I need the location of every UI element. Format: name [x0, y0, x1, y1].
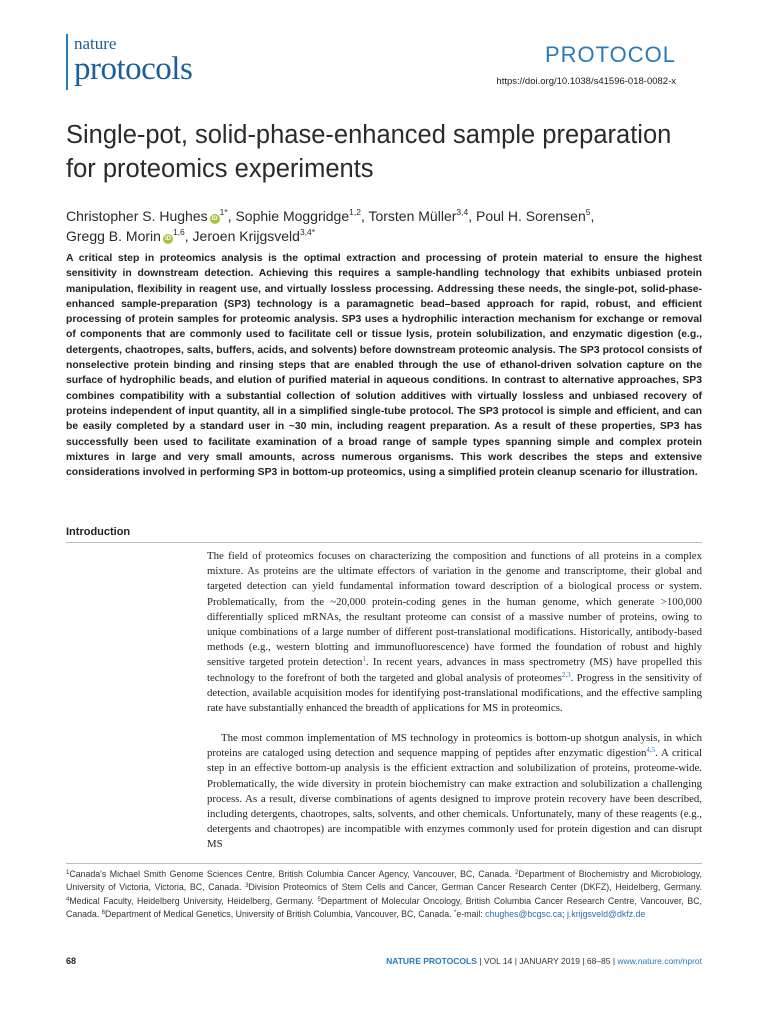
text-run: The field of proteomics focuses on characterizing the composition and functions of all proteins in a complex mixture. As proteins are the ultimate effectors of variation in the genome and transcriptome, their global and targeted detection can yield fundamental information toward description of a biological process or system. Problematically, from the ~20,000 protein-coding genes in the human genome, which generate >100,000 differentially spliced mRNAs, the resultant proteome can consist of a massive number of proteins, owing to unique combinations of a large number of different post-translational modifications. Historically, antibody-based methods (e.g., western blotting and immunofluorescence) have formed the foundation of robust and highly sensitive targeted protein detection [207, 550, 702, 669]
author-name: Sophie Moggridge [235, 208, 350, 224]
author-affiliation-marker: 1,2 [349, 207, 361, 217]
author-affiliation-marker: 5 [585, 207, 591, 217]
author-separator: , [360, 208, 369, 224]
affiliation-number: 3 [245, 883, 249, 890]
affiliations [66, 868, 702, 921]
affiliation-number: 1 [66, 870, 70, 876]
affiliation-number: 2 [515, 870, 519, 876]
author-name: Gregg B. Morin [66, 228, 161, 244]
author-name: Poul H. Sorensen [476, 208, 586, 224]
text-run: Division Proteomics of Stem Cells and Cancer, German Cancer Research Center (DKFZ), Heidelberg, Germany. [248, 882, 702, 893]
affiliation-number: 6 [101, 909, 106, 916]
text-run: ; [562, 908, 567, 919]
footer-journal: NATURE PROTOCOLS [386, 956, 477, 966]
journal-logo [66, 34, 200, 90]
author-separator: , [184, 228, 193, 244]
logo-bar [66, 34, 68, 90]
article-title: Single-pot, solid-phase-enhanced sample preparation for proteomics experiments [66, 121, 672, 183]
text-run: Canada's Michael Smith Genome Sciences Centre, British Columbia Cancer Agency, Vancouver, BC, Canada. [69, 869, 516, 879]
orcid-icon[interactable]: iD [164, 236, 171, 242]
text-run: . Progress in the sensitivity of detection, available acquisition modes for identifying post-translational modifications, and the effective sampling rate have substantially enhanced the breadth of applications for MS in proteomics. [207, 671, 703, 715]
affiliation-number: 5 [317, 896, 321, 903]
affiliation-number: * [453, 909, 457, 916]
affiliation-number: 4 [66, 896, 70, 903]
footer-citation [386, 956, 702, 966]
page-number: 68 [66, 956, 77, 966]
text-run: The most common implementation of MS technology in proteomics is bottom-up shotgun analysis, in which proteins are cataloged using detection and sequence mapping of peptides after enzymatic digestion [207, 732, 702, 760]
email-link[interactable]: j.krijgsveld@dkfz.de [566, 908, 646, 919]
reference-marker: 4,5 [646, 746, 656, 755]
abstract: A critical step in proteomics analysis is the optimal extraction and processing of protein material to ensure the highest sensitivity in downstream detection. Achieving this requires a sample-handling technology that exhibits unbiased protein manipulation, flexibility in reagent use, and virtually lossless processing. Addressing these needs, the single-pot, solid-phase-enhanced sample-preparation (SP3) technology is a paramagnetic bead–based approach for rapid, robust, and efficient processing of protein samples for proteomic analysis. SP3 uses a hydrophilic interaction mechanism for exchange or removal of components that are commonly used to facilitate cell or tissue lysis, protein solubilization, and enzymatic digestion (e.g., detergents, chaotropes, salts, buffers, acids, and solvents) before downstream proteomic analysis. The SP3 protocol consists of nonselective protein binding and rinsing steps that are enabled through the use of ethanol-driven solvation capture on the surface of hydrophilic beads, and elution of purified material in aqueous conditions. In contrast to alternative approaches, SP3 combines compatibility with a substantial collection of solution additives with virtually lossless and unbiased recovery of proteins independent of input quantity, all in a simplified single-tube protocol. The SP3 protocol is simple and efficient, and can be easily completed by a standard user in ~30 min, including reagent preparation. As a result of these properties, SP3 has successfully been used to facilitate examination of a broad range of sample types spanning simple and complex protein mixtures in large and very small amounts, across numerous organisms. This work describes the steps and extensive considerations involved in performing SP3 in bottom-up proteomics, using a simplified protein cleanup scenario for illustration. [66, 253, 702, 479]
orcid-icon[interactable]: iD [211, 216, 218, 222]
author-affiliation-marker: 3,4* [299, 227, 316, 237]
logo-nature: nature [74, 34, 117, 53]
text-run: Department of Medical Genetics, University of British Columbia, Vancouver, BC, Canada. [105, 908, 454, 919]
section-divider [66, 542, 702, 543]
intro-paragraph-2 [207, 731, 702, 853]
footer-website-link[interactable]: www.nature.com/nprot [617, 956, 702, 966]
text-run: e-mail: [456, 908, 486, 919]
affiliations-divider [66, 863, 702, 864]
doi-link[interactable]: https://doi.org/10.1038/s41596-018-0082-x [496, 76, 676, 87]
author-affiliation-marker: 1,6 [172, 227, 185, 237]
author-list [66, 206, 706, 246]
author-separator: , [468, 208, 476, 224]
text-run: . A critical step in an effective bottom-up analysis is the efficient extraction and solubilization of proteins, proteome-wide. Problematically, the wide diversity in protein biochemistry can make extraction and solubilization a challenging process. As a result, diverse combinations of agents designed to improve protein recovery have been described, including detergents, chaotropes, salts, solvents, and other chemicals. Unfortunately, many of these reagents (e.g., detergents and chaotropes) are incompatible with enzymes commonly used for protein digestion and can disrupt MS [207, 747, 702, 851]
author-affiliation-marker: 3,4 [456, 207, 469, 217]
author-separator: , [590, 208, 595, 224]
reference-marker: 1 [362, 655, 366, 664]
footer-issue: | VOL 14 | JANUARY 2019 | 68–85 | [476, 956, 618, 966]
text-run: Department of Biochemistry and Microbiology, University of Victoria, Victoria, BC, Canada. [66, 869, 702, 893]
author-separator: , [227, 208, 236, 224]
email-link[interactable]: chughes@bcgsc.ca [485, 908, 563, 919]
text-run: Medical Faculty, Heidelberg University, Heidelberg, Germany. [69, 895, 318, 906]
author-name: Jeroen Krijgsveld [192, 228, 300, 244]
section-heading-introduction: Introduction [66, 526, 131, 538]
author-affiliation-marker: 1* [219, 207, 228, 217]
text-run: Department of Molecular Oncology, British Columbia Cancer Research Centre, Vancouver, BC, Canada. [66, 895, 703, 919]
author-name: Torsten Müller [368, 208, 457, 224]
text-run: . In recent years, advances in mass spectrometry (MS) have propelled this technology to the forefront of both the targeted and global analysis of proteomes [207, 656, 703, 684]
article-type-label: PROTOCOL [544, 42, 676, 67]
intro-paragraph-1 [207, 549, 702, 716]
reference-marker: 2,3 [561, 670, 571, 679]
author-name: Christopher S. Hughes [66, 208, 208, 224]
logo-protocols: protocols [74, 51, 193, 87]
